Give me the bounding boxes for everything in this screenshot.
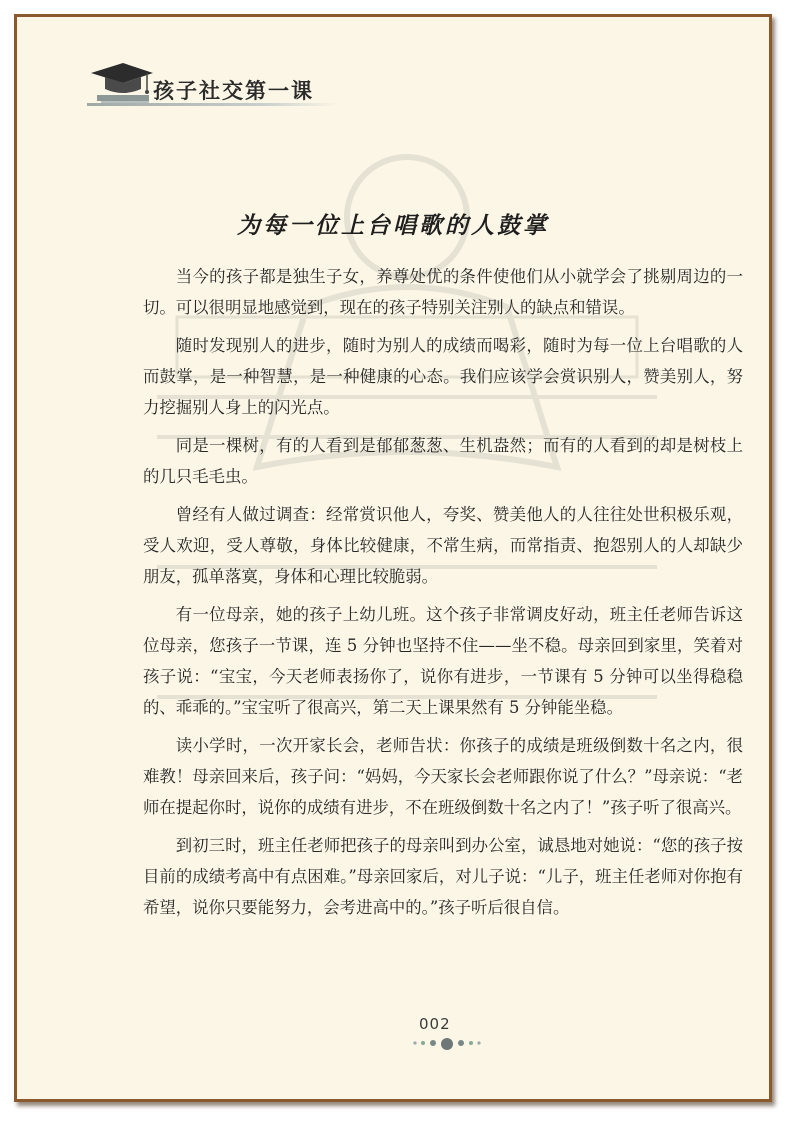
paragraph: 当今的孩子都是独生子女，养尊处优的条件使他们从小就学会了挑剔周边的一切。可以很明显地感觉到，现在的孩子特别关注别人的缺点和错误。 <box>143 267 743 317</box>
decorative-dots-icon <box>397 1035 497 1059</box>
graduation-cap-icon <box>87 59 157 109</box>
article-body <box>143 261 743 930</box>
book-page <box>14 14 772 1102</box>
page-number: 002 <box>419 1015 451 1033</box>
paragraph: 随时发现别人的进步，随时为别人的成绩而喝彩，随时为每一位上台唱歌的人而鼓掌，是一种智慧，是一种健康的心态。我们应该学会赏识别人，赞美别人，努力挖掘别人身上的闪光点。 <box>143 336 743 417</box>
paragraph: 同是一棵树，有的人看到是郁郁葱葱、生机盎然；而有的人看到的却是树枝上的几只毛毛虫。 <box>143 436 743 486</box>
paragraph: 到初三时，班主任老师把孩子的母亲叫到办公室，诚恳地对她说：“您的孩子按目前的成绩考高中有点困难。”母亲回家后，对儿子说：“儿子，班主任老师对你抱有希望，说你只要能努力，会考进高中的。”孩子听后很自信。 <box>143 836 743 917</box>
running-header <box>87 59 407 117</box>
paragraph: 读小学时，一次开家长会，老师告状：你孩子的成绩是班级倒数十名之内，很难教！母亲回来后，孩子问：“妈妈，今天家长会老师跟你说了什么？”母亲说：“老师在提起你时，说你的成绩有进步，不在班级倒数十名之内了！”孩子听了很高兴。 <box>143 736 743 817</box>
article-title: 为每一位上台唱歌的人鼓掌 <box>237 213 549 239</box>
paragraph: 曾经有人做过调查：经常赏识他人，夸奖、赞美他人的人往往处世积极乐观，受人欢迎，受人尊敬，身体比较健康，不常生病，而常指责、抱怨别人的人却缺少朋友，孤单落寞，身体和心理比较脆弱。 <box>143 505 743 586</box>
paragraph: 有一位母亲，她的孩子上幼儿班。这个孩子非常调皮好动，班主任老师告诉这位母亲，您孩子一节课，连 5 分钟也坚持不住——坐不稳。母亲回到家里，笑着对孩子说：“宝宝，今天老师表扬你了，说你有进步，一节课有 5 分钟可以坐得稳稳的、乖乖的。”宝宝听了很高兴，第二天上课果然有 5 分钟能坐稳。 <box>143 605 743 717</box>
header-rule <box>87 103 337 106</box>
book-title: 孩子社交第一课 <box>153 79 314 103</box>
page-footer <box>397 1015 497 1059</box>
